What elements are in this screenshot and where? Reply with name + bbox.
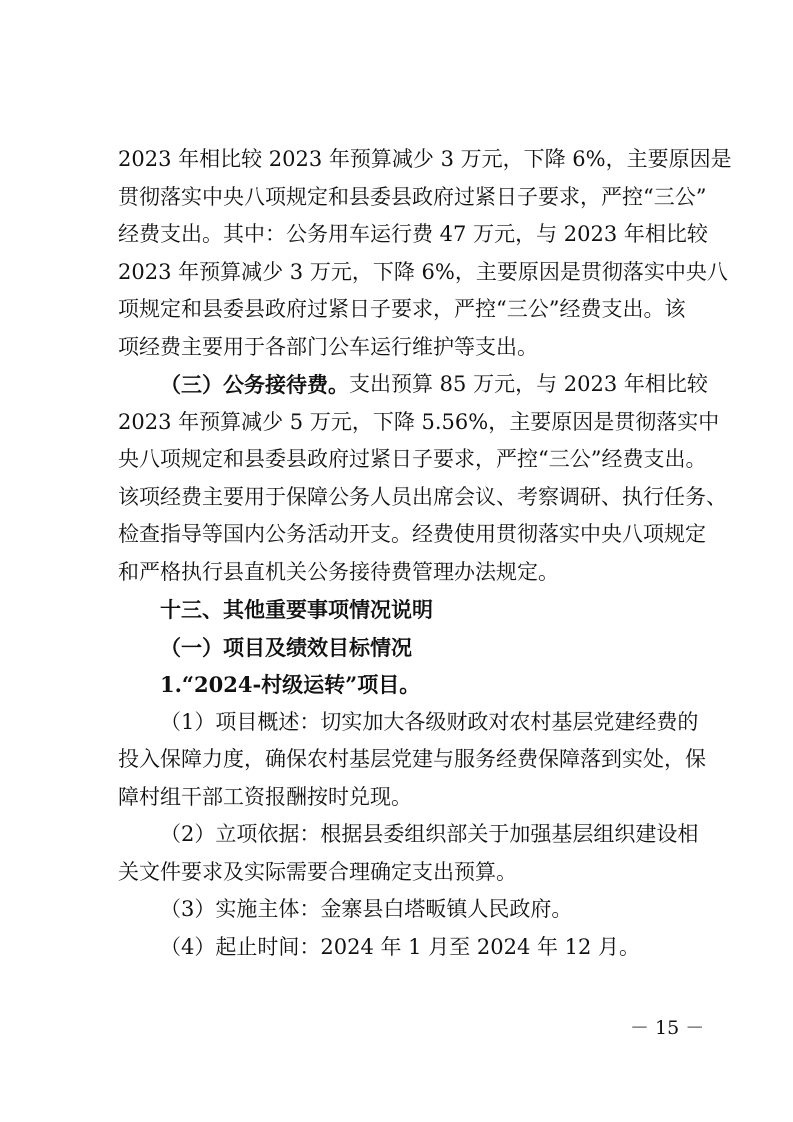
paragraph-reception-costs (118, 366, 727, 591)
page-number: － 15 － (630, 1017, 705, 1039)
document-body (118, 141, 732, 966)
text-line: 该项经费主要用于保障公务人员出席会议、考察调研、执行任务、 (118, 484, 727, 509)
section-heading: 十三、其他重要事项情况说明 (160, 597, 433, 622)
item-period (118, 929, 696, 967)
paragraph-heading: （三）公务接待费。 (160, 372, 349, 397)
text-line: 央八项规定和县委县政府过紧日子要求，严控“三公”经费支出。 (118, 447, 707, 471)
item-heading: 1.“2024-村级运转”项目。 (160, 672, 421, 697)
text-line: （4）起止时间：2024 年 1 月至 2024 年 12 月。 (160, 934, 641, 959)
text-line: 项规定和县委县政府过紧日子要求，严控“三公”经费支出。该 (118, 297, 686, 321)
text-line: 2023 年预算减少 3 万元，下降 6%，主要原因是贯彻落实中央八 (118, 259, 728, 284)
text-line: 项经费主要用于各部门公车运行维护等支出。 (118, 334, 538, 359)
text-line: 2023 年相比较 2023 年预算减少 3 万元，下降 6%，主要原因是 (118, 147, 732, 171)
text-line (118, 366, 708, 404)
text-line: 检查指导等国内公务活动开支。经费使用贯彻落实中央八项规定 (118, 522, 706, 546)
text-line: 2023 年预算减少 5 万元，下降 5.56%，主要原因是贯彻落实中 (118, 409, 720, 434)
text-line: 经费支出。其中：公务用车运行费 47 万元，与 2023 年相比较 (118, 222, 708, 246)
text-line: （2）立项依据：根据县委组织部关于加强基层组织建设相 (160, 822, 699, 846)
text-line: 投入保障力度，确保农村基层党建与服务经费保障落到实处，保 (118, 747, 706, 771)
sub-heading: （一）项目及绩效目标情况 (160, 634, 412, 660)
item-project-overview (118, 704, 706, 817)
text-line: 关文件要求及实际需要合理确定支出预算。 (118, 859, 517, 884)
paragraph-vehicle-costs (118, 141, 732, 366)
text-line: （1）项目概述：切实加大各级财政对农村基层党建经费的 (160, 709, 699, 734)
text-run: 支出预算 85 万元，与 2023 年相比较 (349, 372, 708, 396)
text-line: 障村组干部工资报酬按时兑现。 (118, 784, 412, 809)
item-implementing-body (118, 891, 696, 929)
text-line: （3）实施主体：金寨县白塔畈镇人民政府。 (160, 897, 573, 921)
item-project-basis (118, 816, 699, 891)
text-line: 和严格执行县直机关公务接待费管理办法规定。 (118, 559, 559, 584)
text-line: 贯彻落实中央八项规定和县委县政府过紧日子要求，严控“三公” (118, 184, 707, 209)
